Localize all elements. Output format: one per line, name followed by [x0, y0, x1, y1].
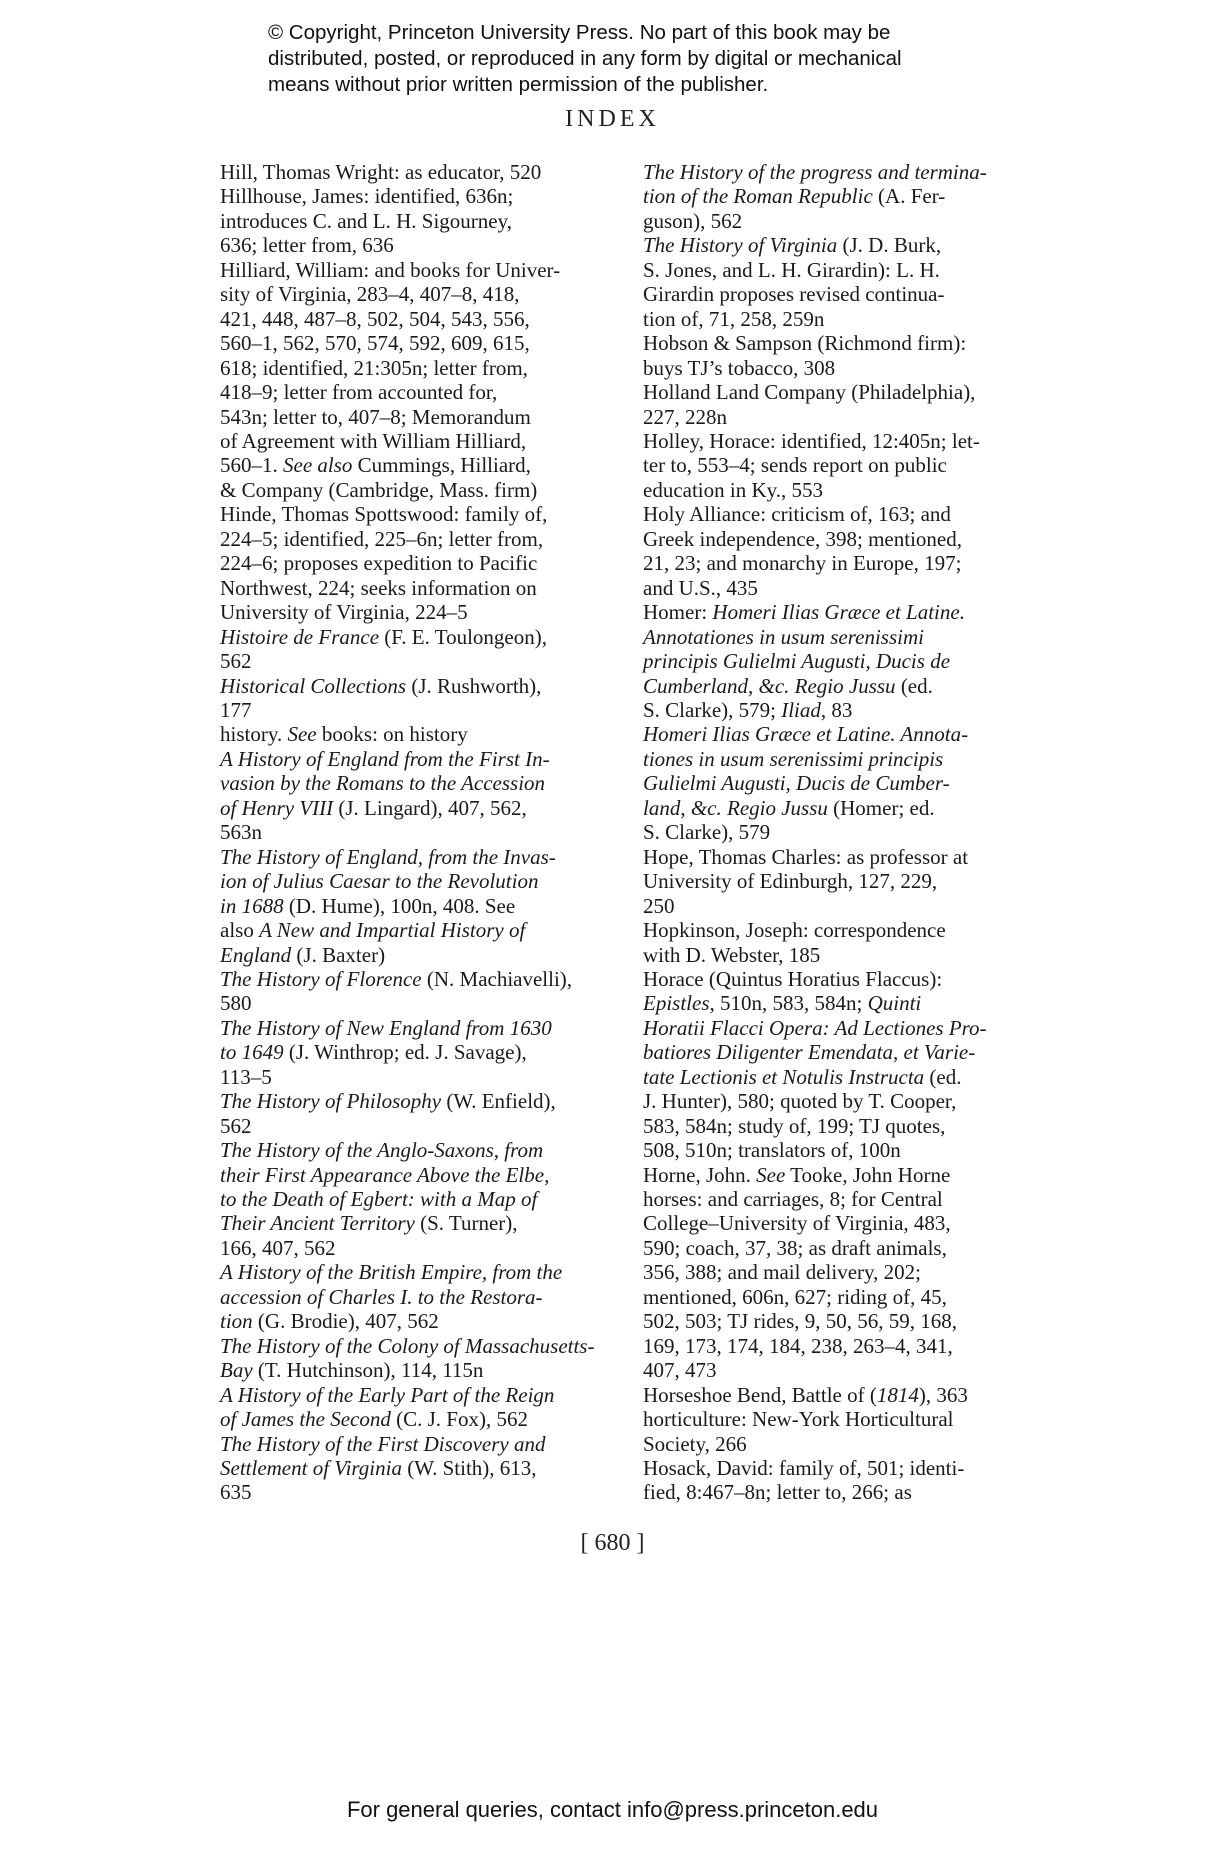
index-entry-line: [220, 575, 620, 600]
italic-text: Homeri Ilias Græce et Latine. Annota-: [643, 722, 969, 747]
entry-text: 166, 407, 562: [220, 1235, 336, 1260]
italic-text: The History of the First Discovery and: [220, 1431, 546, 1456]
index-entry: [643, 1407, 1048, 1456]
entry-text: fied, 8:467–8n; letter to, 266; as: [643, 1480, 912, 1505]
entry-text: 169, 173, 174, 184, 238, 263–4, 341,: [643, 1333, 953, 1358]
index-entry-line: [220, 1187, 620, 1212]
index-entry: [643, 967, 1048, 1163]
index-entry-line: [220, 869, 620, 894]
index-entry-line: [643, 1162, 1048, 1187]
index-entry: [643, 918, 1048, 967]
index-entry-line: [643, 1480, 1048, 1505]
entry-text: University of Edinburgh, 127, 229,: [643, 869, 938, 894]
index-entry-line: [220, 600, 620, 625]
entry-text: horses: and carriages, 8; for Central: [643, 1187, 943, 1212]
page-title: INDEX: [565, 106, 660, 132]
index-entry-line: [643, 355, 1048, 380]
index-entry-line: [220, 1015, 620, 1040]
italic-text: A History of the Early Part of the Reign: [220, 1382, 555, 1407]
index-entry-line: [220, 1064, 620, 1089]
entry-text: books: on history: [316, 722, 468, 747]
entry-text: 562: [220, 649, 252, 674]
index-entry-line: [643, 208, 1048, 233]
index-entry-line: [220, 1480, 620, 1505]
entry-text: and U.S., 435: [643, 575, 758, 600]
entry-text: (J. Lingard), 407, 562,: [333, 795, 527, 820]
italic-text: Annotationes in usum serenissimi: [643, 624, 924, 649]
entry-text: (D. Hume), 100n, 408. See: [283, 893, 516, 918]
index-entry-line: [643, 575, 1048, 600]
index-entry: [643, 1163, 1048, 1187]
index-entry-line: [220, 942, 620, 967]
index-column-left: [220, 160, 620, 1505]
index-entry: [643, 1383, 1048, 1407]
index-entry: [643, 331, 1048, 380]
index-entry: [220, 674, 620, 723]
entry-text: 636; letter from, 636: [220, 233, 394, 258]
entry-text: Girardin proposes revised continua-: [643, 282, 945, 307]
index-entry-line: [220, 1431, 620, 1456]
index-entry-line: [643, 918, 1048, 943]
entry-text: (C. J. Fox), 562: [390, 1407, 528, 1432]
entry-text: 356, 388; and mail delivery, 202;: [643, 1260, 922, 1285]
index-entry: [643, 429, 1048, 502]
index-entry: [220, 184, 620, 257]
entry-text: J. Hunter), 580; quoted by T. Cooper,: [643, 1089, 957, 1114]
entry-text: guson), 562: [643, 208, 743, 233]
index-entry-line: [220, 404, 620, 429]
italic-text: principis Gulielmi Augusti, Ducis de: [643, 649, 951, 674]
index-entry-line: [643, 1309, 1048, 1334]
index-entry-line: [220, 918, 620, 943]
index-entry-line: [643, 1333, 1048, 1358]
index-entry-line: [220, 380, 620, 405]
italic-text: See: [287, 722, 317, 747]
entry-text: 250: [643, 893, 675, 918]
entry-text: Greek independence, 398; mentioned,: [643, 526, 962, 551]
entry-text: Horne, John.: [643, 1162, 757, 1187]
italic-text: of James the Second: [220, 1407, 391, 1432]
index-entry-line: [643, 1235, 1048, 1260]
index-entry: [643, 722, 1048, 844]
index-entry-line: [220, 1260, 620, 1285]
index-entry: [220, 1383, 620, 1432]
index-entry-line: [220, 893, 620, 918]
entry-text: (A. Fer-: [872, 184, 946, 209]
italic-text: See also: [283, 453, 353, 478]
index-entry: [643, 502, 1048, 600]
entry-text: 21, 23; and monarchy in Europe, 197;: [643, 551, 962, 576]
entry-text: S. Jones, and L. H. Girardin): L. H.: [643, 257, 940, 282]
italic-text: Epistles: [643, 991, 710, 1016]
entry-text: & Company (Cambridge, Mass. firm): [220, 477, 538, 502]
index-entry-line: [643, 233, 1048, 258]
index-entry: [220, 1334, 620, 1383]
italic-text: Their Ancient Territory: [220, 1211, 415, 1236]
entry-text: (G. Brodie), 407, 562: [252, 1309, 439, 1334]
entry-text: ), 363: [918, 1382, 968, 1407]
index-entry-line: [643, 1113, 1048, 1138]
entry-text: Cummings, Hilliard,: [352, 453, 531, 478]
italic-text: A History of the British Empire, from the: [220, 1260, 563, 1285]
index-entry-line: [643, 477, 1048, 502]
entry-text: (J. D. Burk,: [837, 233, 942, 258]
index-entry-line: [643, 673, 1048, 698]
index-entry: [220, 1016, 620, 1089]
index-entry-line: [220, 1358, 620, 1383]
index-entry: [220, 258, 620, 503]
entry-text: Hillhouse, James: identified, 636n;: [220, 184, 514, 209]
index-entry-line: [643, 722, 1048, 747]
entry-text: Holy Alliance: criticism of, 163; and: [643, 502, 951, 527]
italic-text: tate Lectionis et Notulis Instructa: [643, 1064, 925, 1089]
index-entry-line: [220, 1456, 620, 1481]
index-entry-line: [643, 991, 1048, 1016]
italic-text: The History of the progress and termina-: [643, 160, 987, 184]
index-entry-line: [220, 1089, 620, 1114]
copyright-notice: [268, 20, 968, 98]
index-entry-line: [643, 624, 1048, 649]
entry-text: history.: [220, 722, 288, 747]
entry-text: Northwest, 224; seeks information on: [220, 575, 537, 600]
entry-text: Tooke, John Horne: [785, 1162, 951, 1187]
index-entry-line: [643, 844, 1048, 869]
italic-text: to the Death of Egbert: with a Map of: [220, 1187, 538, 1212]
index-entry-line: [643, 1431, 1048, 1456]
index-entry-line: [643, 1089, 1048, 1114]
italic-text: ion of Julius Caesar to the Revolution: [220, 869, 539, 894]
entry-text: 583, 584n; study of, 199; TJ quotes,: [643, 1113, 946, 1138]
index-entry: [220, 967, 620, 1016]
index-entry-line: [643, 526, 1048, 551]
index-entry-line: [220, 722, 620, 747]
entry-text: horticulture: New-York Horticultural: [643, 1407, 954, 1432]
index-entry-line: [220, 282, 620, 307]
index-entry-line: [220, 771, 620, 796]
entry-text: 618; identified, 21:305n; letter from,: [220, 355, 528, 380]
entry-text: (J. Winthrop; ed. J. Savage),: [283, 1040, 527, 1065]
entry-text: (J. Baxter): [291, 942, 386, 967]
index-entry-line: [220, 502, 620, 527]
index-entry-line: [220, 184, 620, 209]
index-entry-line: [220, 1211, 620, 1236]
index-entry-line: [643, 795, 1048, 820]
entry-text: University of Virginia, 224–5: [220, 600, 468, 625]
italic-text: Historical Collections: [220, 673, 407, 698]
index-entry-line: [643, 306, 1048, 331]
index-entry-line: [220, 428, 620, 453]
index-entry: [643, 160, 1048, 233]
italic-text: England: [220, 942, 292, 967]
index-entry-line: [220, 1113, 620, 1138]
italic-text: Gulielmi Augusti, Ducis de Cumber-: [643, 771, 950, 796]
italic-text: in 1688: [220, 893, 284, 918]
italic-text: The History of Virginia: [643, 233, 838, 258]
entry-text: Hosack, David: family of, 501; identi-: [643, 1456, 965, 1481]
italic-text: A History of England from the First In-: [220, 746, 550, 771]
index-entry-line: [643, 1456, 1048, 1481]
index-entry: [220, 1260, 620, 1333]
entry-text: 421, 448, 487–8, 502, 504, 543, 556,: [220, 306, 530, 331]
entry-text: tion of, 71, 258, 259n: [643, 306, 825, 331]
index-entry-line: [643, 184, 1048, 209]
entry-text: 560–1.: [220, 453, 283, 478]
index-entry-line: [220, 966, 620, 991]
entry-text: S. Clarke), 579: [643, 820, 771, 845]
entry-text: (ed.: [924, 1064, 962, 1089]
index-entry: [643, 845, 1048, 918]
index-entry-line: [643, 380, 1048, 405]
index-entry-line: [643, 404, 1048, 429]
italic-text: A New and Impartial History of: [259, 918, 526, 943]
entry-text: 224–5; identified, 225–6n; letter from,: [220, 526, 544, 551]
entry-text: Horseshoe Bend, Battle of (: [643, 1382, 877, 1407]
italic-text: Cumberland, &c. Regio Jussu: [643, 673, 896, 698]
entry-text: Horace (Quintus Horatius Flaccus):: [643, 966, 943, 991]
index-entry-line: [220, 526, 620, 551]
entry-text: Homer:: [643, 600, 713, 625]
italic-text: land, &c. Regio Jussu: [643, 795, 828, 820]
index-entry-line: [220, 624, 620, 649]
index-entry: [220, 625, 620, 674]
index-entry-line: [643, 1358, 1048, 1383]
index-entry-line: [220, 820, 620, 845]
entry-text: (J. Rushworth),: [406, 673, 542, 698]
index-entry-line: [220, 208, 620, 233]
index-entry-line: [643, 1407, 1048, 1432]
entry-text: (ed.: [895, 673, 933, 698]
entry-text: (F. E. Toulongeon),: [379, 624, 547, 649]
italic-text: Bay: [220, 1358, 253, 1383]
index-entry: [220, 1138, 620, 1260]
index-entry-line: [643, 502, 1048, 527]
entry-text: Hinde, Thomas Spottswood: family of,: [220, 502, 548, 527]
index-entry-line: [220, 453, 620, 478]
index-entry-line: [643, 257, 1048, 282]
italic-text: vasion by the Romans to the Accession: [220, 771, 546, 796]
copyright-line: © Copyright, Princeton University Press. No part of this book may be: [268, 21, 891, 44]
italic-text: See: [756, 1162, 786, 1187]
entry-text: introduces C. and L. H. Sigourney,: [220, 208, 513, 233]
index-entry-line: [643, 282, 1048, 307]
entry-text: 543n; letter to, 407–8; Memorandum: [220, 404, 531, 429]
index-entry-line: [220, 746, 620, 771]
entry-text: 590; coach, 37, 38; as draft animals,: [643, 1235, 947, 1260]
entry-text: 502, 503; TJ rides, 9, 50, 56, 59, 168,: [643, 1309, 958, 1334]
entry-text: 560–1, 562, 570, 574, 592, 609, 615,: [220, 331, 530, 356]
index-entry-line: [643, 1064, 1048, 1089]
index-entry-line: [643, 746, 1048, 771]
italic-text: accession of Charles I. to the Restora-: [220, 1284, 543, 1309]
italic-text: Quinti: [867, 991, 922, 1016]
entry-text: ter to, 553–4; sends report on public: [643, 453, 947, 478]
entry-text: Hope, Thomas Charles: as professor at: [643, 844, 969, 869]
index-entry: [220, 722, 620, 746]
italic-text: tion: [220, 1309, 253, 1334]
index-entry-line: [643, 771, 1048, 796]
entry-text: 562: [220, 1113, 252, 1138]
entry-text: , 510n, 583, 584n;: [709, 991, 868, 1016]
italic-text: of Henry VIII: [220, 795, 334, 820]
index-entry-line: [220, 673, 620, 698]
entry-text: Hill, Thomas Wright: as educator, 520: [220, 160, 542, 184]
index-entry: [643, 233, 1048, 331]
index-entry-line: [643, 1260, 1048, 1285]
index-entry-line: [643, 820, 1048, 845]
index-entry: [220, 845, 620, 967]
index-entry-line: [220, 1138, 620, 1163]
italic-text: their First Appearance Above the Elbe,: [220, 1162, 550, 1187]
index-entry-line: [220, 1284, 620, 1309]
entry-text: 635: [220, 1480, 252, 1505]
entry-text: Holland Land Company (Philadelphia),: [643, 380, 976, 405]
index-entry-line: [643, 428, 1048, 453]
page-number: [ 680 ]: [580, 1530, 645, 1556]
index-entry-line: [643, 1284, 1048, 1309]
entry-text: Society, 266: [643, 1431, 747, 1456]
entry-text: Holley, Horace: identified, 12:405n; let-: [643, 428, 980, 453]
italic-text: Iliad: [781, 697, 821, 722]
index-entry-line: [643, 893, 1048, 918]
index-entry-line: [220, 160, 620, 184]
index-entry-line: [220, 1162, 620, 1187]
italic-text: to 1649: [220, 1040, 284, 1065]
entry-text: (Homer; ed.: [827, 795, 935, 820]
index-entry: [220, 502, 620, 624]
index-entry: [643, 380, 1048, 429]
entry-text: 224–6; proposes expedition to Pacific: [220, 551, 538, 576]
index-entry-line: [643, 453, 1048, 478]
index-entry-line: [220, 331, 620, 356]
entry-text: (W. Stith), 613,: [401, 1456, 537, 1481]
index-entry-line: [643, 697, 1048, 722]
index-entry-line: [220, 991, 620, 1016]
entry-text: of Agreement with William Hilliard,: [220, 428, 527, 453]
italic-text: Homeri Ilias Græce et Latine.: [712, 600, 965, 625]
entry-text: 113–5: [220, 1064, 272, 1089]
index-entry-line: [220, 355, 620, 380]
index-entry-line: [643, 869, 1048, 894]
index-entry-line: [643, 600, 1048, 625]
index-entry: [643, 1456, 1048, 1505]
italic-text: batiores Diligenter Emendata, et Varie-: [643, 1040, 976, 1065]
index-entry-line: [220, 697, 620, 722]
index-entry: [220, 1089, 620, 1138]
index-entry-line: [643, 1382, 1048, 1407]
index-entry: [643, 1187, 1048, 1383]
entry-text: (N. Machiavelli),: [421, 966, 573, 991]
entry-text: College–University of Virginia, 483,: [643, 1211, 951, 1236]
italic-text: The History of the Colony of Massachusetts-: [220, 1333, 595, 1358]
entry-text: (W. Enfield),: [441, 1089, 556, 1114]
index-entry-line: [220, 1235, 620, 1260]
index-entry-line: [643, 1015, 1048, 1040]
entry-text: buys TJ’s tobacco, 308: [643, 355, 836, 380]
copyright-line: means without prior written permission of the publisher.: [268, 73, 769, 96]
entry-text: 407, 473: [643, 1358, 717, 1383]
entry-text: , 83: [820, 697, 853, 722]
entry-text: 177: [220, 697, 252, 722]
entry-text: Hobson & Sampson (Richmond firm):: [643, 331, 967, 356]
italic-text: Settlement of Virginia: [220, 1456, 402, 1481]
entry-text: mentioned, 606n, 627; riding of, 45,: [643, 1284, 947, 1309]
index-entry-line: [220, 1309, 620, 1334]
entry-text: (T. Hutchinson), 114, 115n: [252, 1358, 484, 1383]
index-entry-line: [643, 649, 1048, 674]
italic-text: The History of Philosophy: [220, 1089, 442, 1114]
entry-text: sity of Virginia, 283–4, 407–8, 418,: [220, 282, 520, 307]
index-entry-line: [220, 233, 620, 258]
index-entry-line: [220, 1040, 620, 1065]
index-entry: [220, 1432, 620, 1505]
footer-contact: For general queries, contact info@press.princeton.edu: [346, 1797, 879, 1822]
italic-text: Histoire de France: [220, 624, 380, 649]
entry-text: 418–9; letter from accounted for,: [220, 380, 498, 405]
index-entry: [220, 747, 620, 845]
entry-text: 227, 228n: [643, 404, 727, 429]
index-column-right: [643, 160, 1048, 1505]
entry-text: Hilliard, William: and books for Univer-: [220, 257, 561, 282]
index-entry-line: [220, 649, 620, 674]
index-entry-line: [220, 795, 620, 820]
index-entry-line: [220, 477, 620, 502]
entry-text: education in Ky., 553: [643, 477, 824, 502]
index-entry-line: [643, 331, 1048, 356]
index-entry-line: [220, 844, 620, 869]
italic-text: The History of the Anglo-Saxons, from: [220, 1138, 544, 1163]
italic-text: Horatii Flacci Opera: Ad Lectiones Pro-: [643, 1015, 987, 1040]
index-entry-line: [220, 1382, 620, 1407]
index-entry-line: [643, 160, 1048, 184]
index-entry-line: [643, 1138, 1048, 1163]
entry-text: Hopkinson, Joseph: correspondence: [643, 918, 946, 943]
index-entry: [220, 160, 620, 184]
index-entry-line: [643, 942, 1048, 967]
index-entry-line: [643, 1211, 1048, 1236]
index-entry-line: [643, 1040, 1048, 1065]
entry-text: with D. Webster, 185: [643, 942, 821, 967]
index-entry-line: [643, 551, 1048, 576]
italic-text: 1814: [876, 1382, 919, 1407]
entry-text: also: [220, 918, 260, 943]
italic-text: tiones in usum serenissimi principis: [643, 746, 944, 771]
index-entry-line: [220, 551, 620, 576]
entry-text: 580: [220, 991, 252, 1016]
italic-text: The History of New England from 1630: [220, 1015, 552, 1040]
entry-text: 508, 510n; translators of, 100n: [643, 1138, 901, 1163]
index-entry-line: [643, 966, 1048, 991]
italic-text: The History of Florence: [220, 966, 422, 991]
index-entry-line: [643, 1187, 1048, 1212]
italic-text: The History of England, from the Invas-: [220, 844, 556, 869]
index-entry-line: [220, 306, 620, 331]
entry-text: (S. Turner),: [414, 1211, 518, 1236]
index-entry-line: [220, 1407, 620, 1432]
index-entry-line: [220, 1333, 620, 1358]
index-entry-line: [220, 257, 620, 282]
index-entry: [643, 600, 1048, 722]
entry-text: 563n: [220, 820, 262, 845]
italic-text: tion of the Roman Republic: [643, 184, 873, 209]
entry-text: S. Clarke), 579;: [643, 697, 782, 722]
copyright-line: distributed, posted, or reproduced in any form by digital or mechanical: [268, 47, 902, 70]
